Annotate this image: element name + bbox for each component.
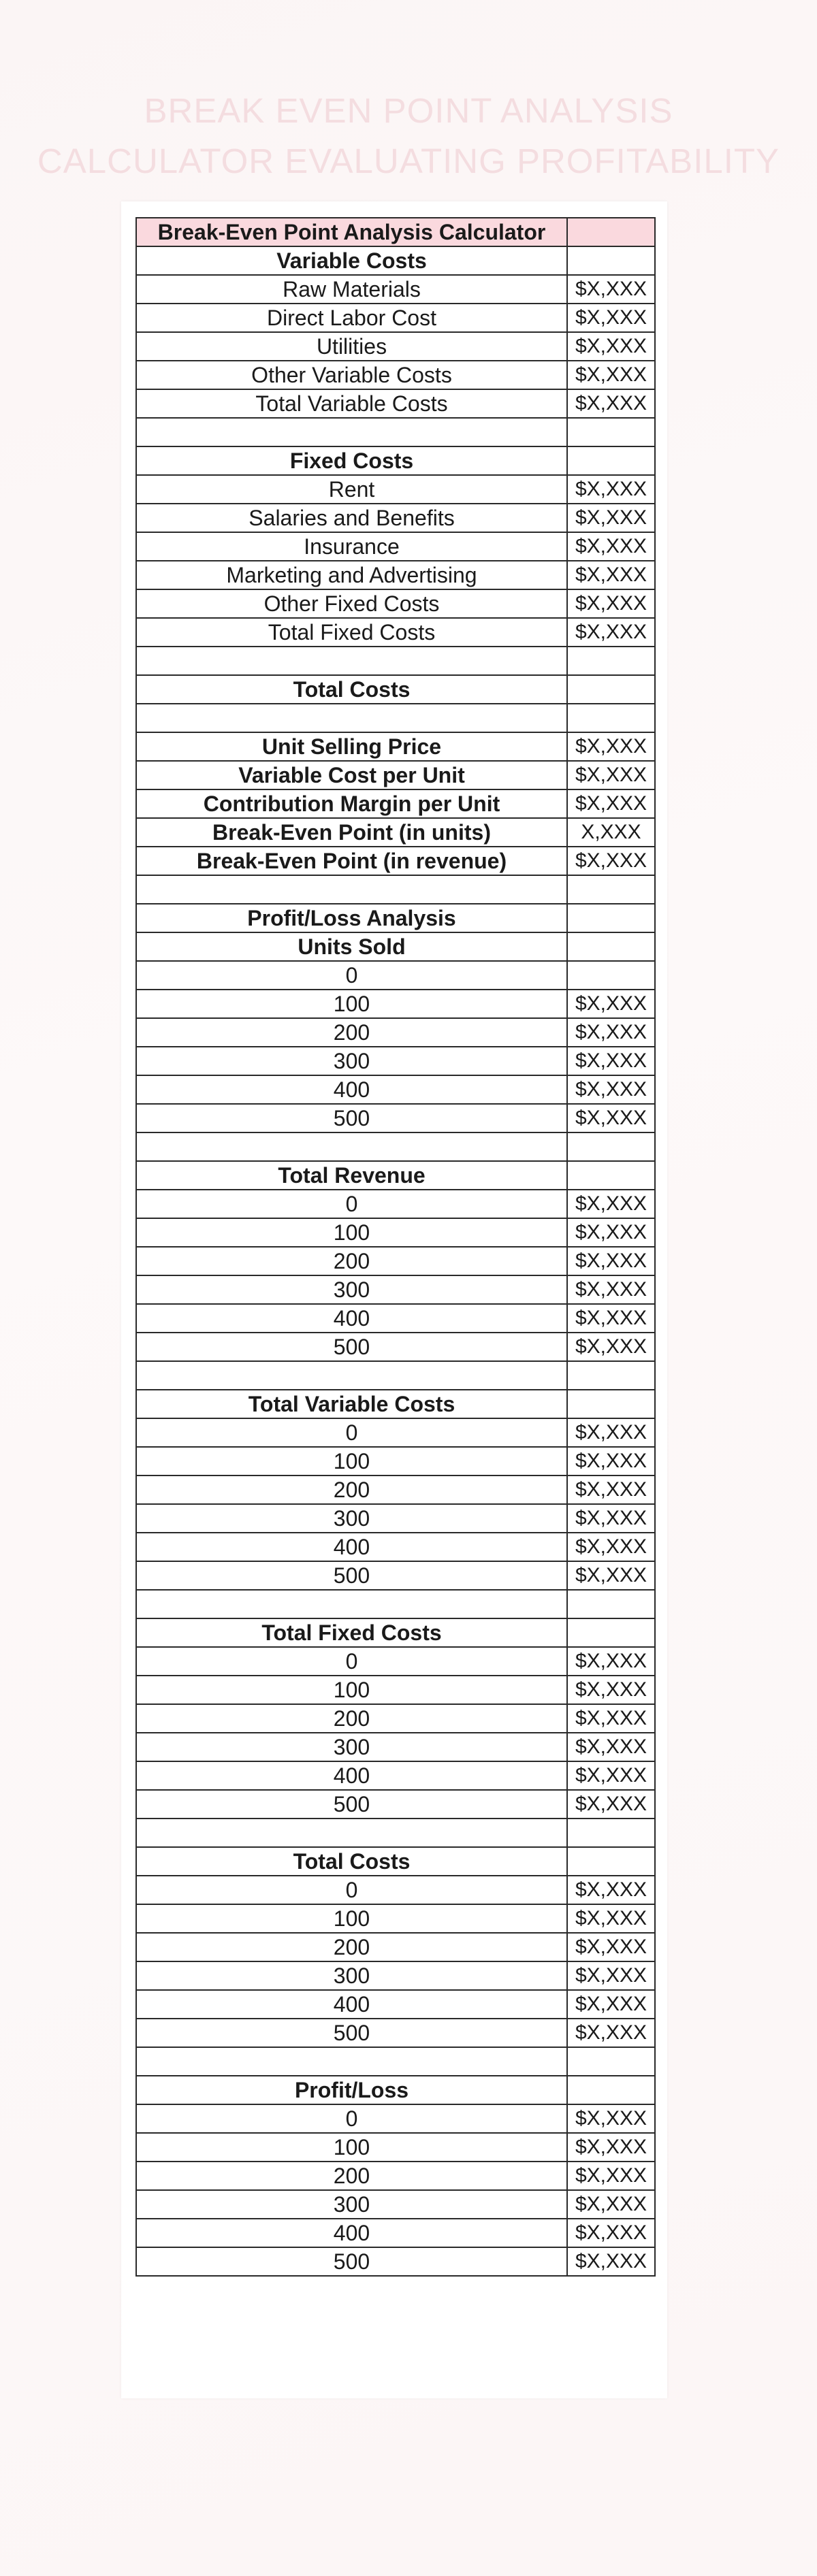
row-label-cell[interactable] (136, 1590, 567, 1618)
row-value-cell[interactable] (567, 932, 655, 961)
table-row (136, 246, 655, 275)
row-label-cell[interactable]: Units Sold (136, 932, 567, 961)
row-label-cell[interactable]: 100 (136, 1676, 567, 1704)
row-value-cell[interactable]: $X,XXX (567, 1647, 655, 1676)
table-body (136, 218, 655, 2276)
table-row (136, 990, 655, 1018)
row-label-cell[interactable]: Direct Labor Cost (136, 304, 567, 332)
table-row (136, 1933, 655, 1961)
table-row (136, 961, 655, 990)
row-label-cell[interactable]: 300 (136, 2190, 567, 2219)
table-row (136, 1075, 655, 1104)
table-row (136, 1990, 655, 2019)
row-value-cell[interactable]: $X,XXX (567, 1075, 655, 1104)
row-label-cell[interactable]: Break-Even Point (in revenue) (136, 847, 567, 875)
row-value-cell[interactable]: $X,XXX (567, 2133, 655, 2162)
row-label-cell[interactable]: 500 (136, 2019, 567, 2047)
table-row (136, 1876, 655, 1904)
table-row (136, 647, 655, 675)
row-value-cell[interactable]: $X,XXX (567, 1990, 655, 2019)
table-header-row (136, 218, 655, 246)
table-row (136, 1590, 655, 1618)
row-value-cell[interactable] (567, 2076, 655, 2104)
row-label-cell[interactable]: 300 (136, 1961, 567, 1990)
table-row (136, 1904, 655, 1933)
row-label-cell[interactable]: Break-Even Point (in units) (136, 818, 567, 847)
row-value-cell[interactable] (567, 704, 655, 732)
page-title-line-2: CALCULATOR EVALUATING PROFITABILITY (37, 142, 780, 181)
row-value-cell[interactable] (567, 1390, 655, 1418)
page-title (0, 86, 817, 186)
row-value-cell[interactable]: $X,XXX (567, 275, 655, 304)
table-row (136, 1018, 655, 1047)
row-value-cell[interactable] (567, 1819, 655, 1847)
row-label-cell[interactable]: Utilities (136, 332, 567, 361)
row-label-cell[interactable]: 300 (136, 1275, 567, 1304)
table-row (136, 1390, 655, 1418)
row-label-cell[interactable]: 100 (136, 2133, 567, 2162)
row-label-cell[interactable]: Total Costs (136, 675, 567, 704)
row-label-cell[interactable]: 100 (136, 990, 567, 1018)
row-value-cell[interactable]: $X,XXX (567, 1933, 655, 1961)
row-value-cell[interactable] (567, 246, 655, 275)
row-label-cell[interactable]: 200 (136, 1704, 567, 1733)
table-row (136, 1504, 655, 1533)
table-row (136, 2162, 655, 2190)
row-value-cell[interactable] (567, 647, 655, 675)
row-value-cell[interactable]: $X,XXX (567, 2190, 655, 2219)
row-value-cell[interactable]: $X,XXX (567, 475, 655, 504)
row-label-cell[interactable]: 500 (136, 1561, 567, 1590)
row-value-cell[interactable]: $X,XXX (567, 1418, 655, 1447)
row-label-cell[interactable]: 200 (136, 1476, 567, 1504)
row-label-cell[interactable]: Variable Costs (136, 246, 567, 275)
row-value-cell[interactable]: $X,XXX (567, 1304, 655, 1333)
page-title-line-1: BREAK EVEN POINT ANALYSIS (144, 91, 673, 131)
table-row (136, 1190, 655, 1218)
row-label-cell[interactable]: 0 (136, 1418, 567, 1447)
row-value-cell[interactable]: $X,XXX (567, 589, 655, 618)
row-label-cell[interactable]: 0 (136, 1647, 567, 1676)
table-row (136, 561, 655, 589)
table-row (136, 2047, 655, 2076)
row-label-cell[interactable]: 200 (136, 1933, 567, 1961)
row-label-cell[interactable]: Total Fixed Costs (136, 618, 567, 647)
table-row (136, 1447, 655, 1476)
row-label-cell[interactable]: 400 (136, 1990, 567, 2019)
row-label-cell[interactable]: 500 (136, 1104, 567, 1132)
row-value-cell[interactable]: $X,XXX (567, 1961, 655, 1990)
row-value-cell[interactable]: $X,XXX (567, 2104, 655, 2133)
row-label-cell[interactable]: Unit Selling Price (136, 732, 567, 761)
row-label-cell[interactable]: 100 (136, 1447, 567, 1476)
row-label-cell[interactable]: 0 (136, 1190, 567, 1218)
row-label-cell[interactable]: Rent (136, 475, 567, 504)
row-value-cell[interactable]: $X,XXX (567, 2247, 655, 2276)
row-value-cell[interactable]: $X,XXX (567, 1676, 655, 1704)
table-header-value-cell[interactable] (567, 218, 655, 246)
table-row (136, 2133, 655, 2162)
row-value-cell[interactable]: $X,XXX (567, 1047, 655, 1075)
row-label-cell[interactable]: Raw Materials (136, 275, 567, 304)
table-row (136, 2190, 655, 2219)
row-label-cell[interactable] (136, 704, 567, 732)
row-value-cell[interactable]: $X,XXX (567, 1533, 655, 1561)
table-row (136, 2219, 655, 2247)
row-value-cell[interactable] (567, 1590, 655, 1618)
row-value-cell[interactable]: $X,XXX (567, 389, 655, 418)
row-label-cell[interactable]: Total Fixed Costs (136, 1618, 567, 1647)
table-row (136, 847, 655, 875)
row-label-cell[interactable]: 0 (136, 1876, 567, 1904)
table-row (136, 532, 655, 561)
row-value-cell[interactable] (567, 961, 655, 990)
row-value-cell[interactable] (567, 2047, 655, 2076)
table-row (136, 1533, 655, 1561)
row-label-cell[interactable]: 200 (136, 1247, 567, 1275)
row-label-cell[interactable]: 400 (136, 1761, 567, 1790)
table-row (136, 1819, 655, 1847)
row-label-cell[interactable]: 0 (136, 961, 567, 990)
table-row (136, 1333, 655, 1361)
row-value-cell[interactable]: $X,XXX (567, 1218, 655, 1247)
row-value-cell[interactable]: $X,XXX (567, 1876, 655, 1904)
row-value-cell[interactable] (567, 446, 655, 475)
table-row (136, 589, 655, 618)
row-label-cell[interactable]: 400 (136, 1075, 567, 1104)
spreadsheet-sheet (121, 201, 667, 2398)
row-value-cell[interactable]: $X,XXX (567, 1333, 655, 1361)
row-value-cell[interactable]: $X,XXX (567, 1561, 655, 1590)
row-value-cell[interactable]: $X,XXX (567, 1018, 655, 1047)
row-label-cell[interactable]: Salaries and Benefits (136, 504, 567, 532)
row-value-cell[interactable] (567, 675, 655, 704)
table-row (136, 1733, 655, 1761)
row-label-cell[interactable]: Contribution Margin per Unit (136, 789, 567, 818)
row-label-cell[interactable]: Marketing and Advertising (136, 561, 567, 589)
table-row (136, 1561, 655, 1590)
row-label-cell[interactable]: 300 (136, 1504, 567, 1533)
table-row (136, 904, 655, 932)
row-label-cell[interactable] (136, 647, 567, 675)
row-value-cell[interactable]: $X,XXX (567, 1275, 655, 1304)
table-row (136, 818, 655, 847)
row-value-cell[interactable]: $X,XXX (567, 1733, 655, 1761)
table-row (136, 732, 655, 761)
row-label-cell[interactable]: 100 (136, 1904, 567, 1933)
row-label-cell[interactable]: 500 (136, 1790, 567, 1819)
row-value-cell[interactable] (567, 875, 655, 904)
table-row (136, 304, 655, 332)
table-row (136, 1676, 655, 1704)
row-value-cell[interactable]: $X,XXX (567, 990, 655, 1018)
table-row (136, 275, 655, 304)
table-row (136, 1418, 655, 1447)
row-label-cell[interactable]: Total Variable Costs (136, 1390, 567, 1418)
row-value-cell[interactable]: X,XXX (567, 818, 655, 847)
row-label-cell[interactable]: Insurance (136, 532, 567, 561)
row-value-cell[interactable] (567, 1132, 655, 1161)
row-value-cell[interactable]: $X,XXX (567, 504, 655, 532)
row-label-cell[interactable]: Fixed Costs (136, 446, 567, 475)
row-label-cell[interactable]: 300 (136, 1047, 567, 1075)
row-value-cell[interactable] (567, 1847, 655, 1876)
row-value-cell[interactable]: $X,XXX (567, 1104, 655, 1132)
table-row (136, 1132, 655, 1161)
table-row (136, 1304, 655, 1333)
row-value-cell[interactable]: $X,XXX (567, 1190, 655, 1218)
row-value-cell[interactable]: $X,XXX (567, 304, 655, 332)
row-label-cell[interactable] (136, 1361, 567, 1390)
row-label-cell[interactable]: Profit/Loss Analysis (136, 904, 567, 932)
row-label-cell[interactable]: 200 (136, 2162, 567, 2190)
row-value-cell[interactable]: $X,XXX (567, 1761, 655, 1790)
row-value-cell[interactable]: $X,XXX (567, 732, 655, 761)
row-label-cell[interactable]: Total Variable Costs (136, 389, 567, 418)
row-value-cell[interactable] (567, 418, 655, 446)
row-value-cell[interactable]: $X,XXX (567, 361, 655, 389)
row-label-cell[interactable]: Other Variable Costs (136, 361, 567, 389)
row-label-cell[interactable]: 200 (136, 1018, 567, 1047)
table-row (136, 361, 655, 389)
row-value-cell[interactable]: $X,XXX (567, 1790, 655, 1819)
table-row (136, 761, 655, 789)
table-row (136, 389, 655, 418)
table-row (136, 875, 655, 904)
table-row (136, 1476, 655, 1504)
table-row (136, 1704, 655, 1733)
row-value-cell[interactable]: $X,XXX (567, 332, 655, 361)
row-value-cell[interactable]: $X,XXX (567, 618, 655, 647)
row-label-cell[interactable]: 500 (136, 1333, 567, 1361)
table-row (136, 1961, 655, 1990)
row-label-cell[interactable]: Other Fixed Costs (136, 589, 567, 618)
row-value-cell[interactable]: $X,XXX (567, 1447, 655, 1476)
row-label-cell[interactable] (136, 1132, 567, 1161)
table-row (136, 1618, 655, 1647)
row-value-cell[interactable]: $X,XXX (567, 761, 655, 789)
table-row (136, 1647, 655, 1676)
row-label-cell[interactable]: 400 (136, 1304, 567, 1333)
row-label-cell[interactable]: Total Costs (136, 1847, 567, 1876)
row-value-cell[interactable]: $X,XXX (567, 847, 655, 875)
table-row (136, 418, 655, 446)
table-row (136, 504, 655, 532)
table-row (136, 932, 655, 961)
row-label-cell[interactable]: 0 (136, 2104, 567, 2133)
row-label-cell[interactable] (136, 875, 567, 904)
table-row (136, 332, 655, 361)
table-row (136, 475, 655, 504)
table-row (136, 1847, 655, 1876)
table-row (136, 2247, 655, 2276)
row-label-cell[interactable]: Total Revenue (136, 1161, 567, 1190)
table-row (136, 1104, 655, 1132)
table-row (136, 2104, 655, 2133)
table-row (136, 1275, 655, 1304)
table-row (136, 675, 655, 704)
row-value-cell[interactable]: $X,XXX (567, 561, 655, 589)
row-value-cell[interactable]: $X,XXX (567, 2162, 655, 2190)
table-row (136, 1161, 655, 1190)
row-label-cell[interactable]: 500 (136, 2247, 567, 2276)
row-value-cell[interactable]: $X,XXX (567, 2019, 655, 2047)
row-value-cell[interactable] (567, 904, 655, 932)
table-row (136, 2019, 655, 2047)
break-even-table (135, 217, 656, 2277)
row-value-cell[interactable] (567, 1161, 655, 1190)
row-label-cell[interactable] (136, 1819, 567, 1847)
row-label-cell[interactable]: 400 (136, 1533, 567, 1561)
table-row (136, 1361, 655, 1390)
row-value-cell[interactable]: $X,XXX (567, 1247, 655, 1275)
row-label-cell[interactable] (136, 2047, 567, 2076)
table-row (136, 2076, 655, 2104)
row-value-cell[interactable]: $X,XXX (567, 1904, 655, 1933)
table-row (136, 1790, 655, 1819)
table-row (136, 618, 655, 647)
table-header-cell[interactable]: Break-Even Point Analysis Calculator (136, 218, 567, 246)
row-value-cell[interactable] (567, 1361, 655, 1390)
row-value-cell[interactable]: $X,XXX (567, 1504, 655, 1533)
row-value-cell[interactable]: $X,XXX (567, 1704, 655, 1733)
row-label-cell[interactable] (136, 418, 567, 446)
table-row (136, 446, 655, 475)
row-label-cell[interactable]: 300 (136, 1733, 567, 1761)
row-value-cell[interactable] (567, 1618, 655, 1647)
row-value-cell[interactable]: $X,XXX (567, 2219, 655, 2247)
row-value-cell[interactable]: $X,XXX (567, 789, 655, 818)
table-row (136, 1247, 655, 1275)
table-row (136, 1047, 655, 1075)
row-value-cell[interactable]: $X,XXX (567, 1476, 655, 1504)
row-value-cell[interactable]: $X,XXX (567, 532, 655, 561)
table-row (136, 1761, 655, 1790)
row-label-cell[interactable]: Profit/Loss (136, 2076, 567, 2104)
row-label-cell[interactable]: Variable Cost per Unit (136, 761, 567, 789)
row-label-cell[interactable]: 100 (136, 1218, 567, 1247)
table-row (136, 1218, 655, 1247)
row-label-cell[interactable]: 400 (136, 2219, 567, 2247)
table-row (136, 704, 655, 732)
table-row (136, 789, 655, 818)
